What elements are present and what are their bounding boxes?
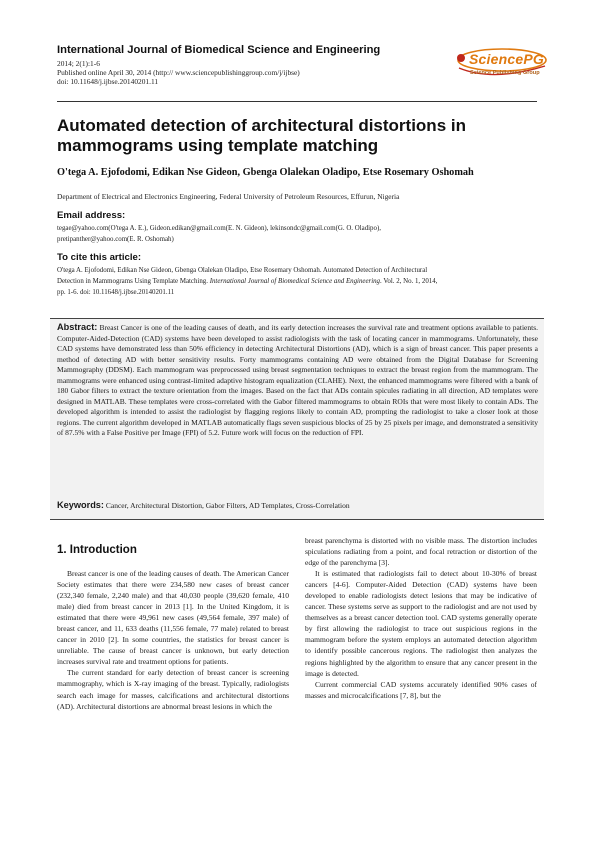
email-line-2: pretipanther@yahoo.com(E. R. Oshomah) (57, 236, 174, 243)
paper-title: Automated detection of architectural distortions in mammograms using template matching (57, 116, 466, 155)
logo-text: SciencePG (469, 51, 544, 67)
email-line-1: tegae@yahoo.com(O'tega A. E.), Gideon.edikan@gmail.com(E. N. Gideon), lekinsondc@gmail.com(G. O. Oladipo), (57, 225, 381, 232)
journal-title: International Journal of Biomedical Science and Engineering (57, 44, 381, 56)
journal-meta (57, 59, 300, 87)
sciencepg-logo (453, 46, 549, 84)
citation-line-2-pre: Detection in Mammograms Using Template Matching. (57, 278, 210, 286)
citation-line-3: pp. 1-6. doi: 10.11648/j.ijbse.20140201.11 (57, 289, 175, 297)
email-heading: Email address: (57, 210, 126, 221)
citation-text (57, 265, 542, 299)
intro-paragraph-1: Breast cancer is one of the leading causes of death. The American Cancer Society estimates that there were 234,580 new cases of breast cancer (232,340 female, 2,240 male) and that 40,030 people (39,620 female, 410 male) died from breast cancer in 2013 [1]. In the United Kingdom, it is estimated that there were 49,961 new cases (49,564 female, 397 male) of breast cancer, and 11, 633 deaths (11,556 female, 77 male) related to breast cancer in 2010 [2]. In some countries, the statistics for breast cancer is unreliable. The cause of breast cancer is unknown, but early detection increases survival rate and treatment options for patients. (57, 569, 289, 667)
citation-journal: International Journal of Biomedical Science and Engineering (209, 278, 381, 286)
intro-paragraph-2: The current standard for early detection of breast cancer is screening mammography, which is X-ray imaging of the breast. Typically, radiologists search each image for masses, calcifications and architectural distortions (AD). Architectural distortions are abnormal breast lesions in which the (57, 668, 289, 711)
affiliation: Department of Electrical and Electronics Engineering, Federal University of Petroleum Resources, Effurun, Nigeria (57, 192, 400, 201)
citation-line-2-post: . Vol. 2, No. 1, 2014, (380, 278, 438, 286)
keywords (57, 500, 538, 510)
abstract (57, 322, 538, 439)
introduction-heading: 1. Introduction (57, 544, 137, 556)
email-addresses (57, 223, 542, 245)
citation-line-2 (57, 276, 542, 287)
citation-heading: To cite this article: (57, 252, 142, 263)
keywords-label: Keywords: (57, 500, 104, 510)
volume-line: 2014; 2(1):1-6 (57, 59, 100, 68)
left-column (57, 568, 289, 712)
abstract-text: Breast Cancer is one of the leading causes of death, and its early detection increases the survival rate and treatment options available to patients. Computer-Aided-Detection (CAD) systems have been developed to assist radiologists with the task of locating cancer in mammograms. Unfortunately, these CAD systems have demonstrated less than 50% efficiency in detecting Architectural Distortions (AD), which is a sign of breast cancer. This paper presents a method of detecting AD with better sensitivity results. Forty mammograms containing AD were obtained from the Digital Database for Screening Mammography (DDSM). Each mammogram was preprocessed using breast segmentation techniques to extract the breast region from the mammogram. The mammograms were enhanced using contrast-limited adaptive histogram equalization (CLAHE). Next, the enhanced mammograms were filtered with a bank of 180 Gabor filters to extract the texture orientation from the images. Based on the fact that ADs contain spicules radiating in all direction, AD templates were designed in MATLAB. These templates were cross-correlated with the Gabor filtered mammograms to obtain ROIs that were most likely to contain ADs. The developed algorithm is intended to assist the radiologist by flagging regions likely to contain AD, prompting the radiologist to take a closer look at those regions. The current algorithm developed in MATLAB automatically flags seven suspicious blocks of 25 by 25 pixels per image, and demonstrated a sensitivity of 87.5% with a False Positive per Image (FPI) of 5.2. Future work will focus on the reduction of FPI. (57, 323, 538, 438)
citation-line-1: O'tega A. Ejofodomi, Edikan Nse Gideon, Gbenga Olalekan Oladipo, Etse Rosemary Oshomah. Automated Detection of Architectural (57, 267, 428, 274)
intro-paragraph-4: Current commercial CAD systems accurately identified 90% cases of masses and microcalcifications [7, 8], but the (305, 679, 537, 700)
right-column (305, 535, 537, 701)
keywords-text: Cancer, Architectural Distortion, Gabor Filters, AD Templates, Cross-Correlation (103, 501, 350, 510)
intro-paragraph-3: It is estimated that radiologists fail to detect about 10-30% of breast cancers [4-6]. Computer-Aided Detection (CAD) systems have been developed to enable radiologists detect lesions that may be indicative of cancer. These systems serve as support to the radiologist and are not used by themselves as a breast cancer detection tool. CAD systems generally operate by first allowing the radiologist to trace out suspicious regions in the mammogram before the system employs an automated detection algorithm to identify possible cancerous regions. The radiologist then analyzes the regions highlighted by the algorithm to ensure that any cancer present in the image is detected. (305, 569, 537, 678)
intro-paragraph-2-continued: breast parenchyma is distorted with no visible mass. The distortion includes spiculations radiating from a point, and focal retraction or distortion of the edge of the parenchyma [3]. (305, 536, 537, 568)
logo-subtitle: Science Publishing Group (470, 70, 540, 76)
doi-line: doi: 10.11648/j.ijbse.20140201.11 (57, 77, 159, 87)
published-line: Published online April 30, 2014 (http:// www.sciencepublishinggroup.com/j/ijbse) (57, 68, 300, 78)
header-divider (57, 101, 537, 102)
author-list: O'tega A. Ejofodomi, Edikan Nse Gideon, Gbenga Olalekan Oladipo, Etse Rosemary Oshomah (57, 167, 474, 178)
abstract-label: Abstract: (57, 322, 98, 332)
